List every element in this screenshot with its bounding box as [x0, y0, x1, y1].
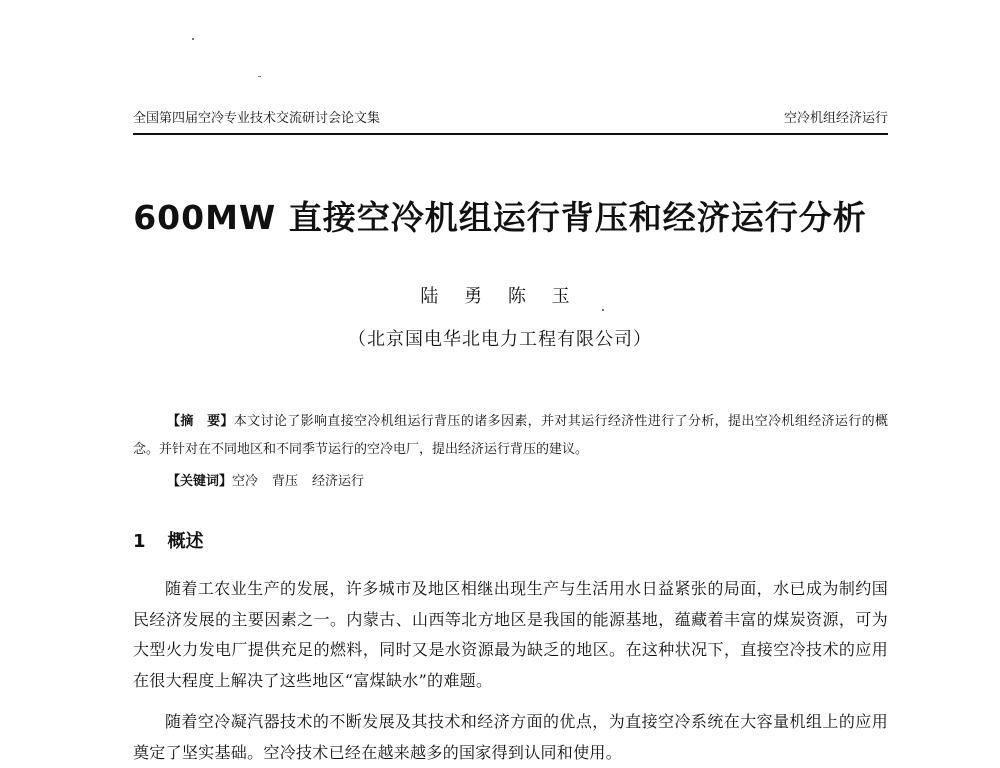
paper-title: 600MW 直接空冷机组运行背压和经济运行分析	[133, 198, 867, 237]
keyword: 空冷	[232, 474, 259, 489]
abstract-label: 【摘 要】	[167, 414, 234, 429]
keywords	[167, 469, 378, 495]
header-proceedings-title: 全国第四届空冷专业技术交流研讨会论文集	[133, 111, 381, 126]
running-header	[133, 111, 888, 135]
affiliation: （北京国电华北电力工程有限公司）	[348, 329, 652, 350]
abstract-text: 本文讨论了影响直接空冷机组运行背压的诸多因素，并对其运行经济性进行了分析，提出空冷机组经济运行的概念。并针对在不同地区和不同季节运行的空冷电厂，提出经济运行背压的建议。	[133, 414, 888, 457]
body-paragraph: 随着空冷凝汽器技术的不断发展及其技术和经济方面的优点，为直接空冷系统在大容量机组上的应用奠定了坚实基础。空冷技术已经在越来越多的国家得到认同和使用。	[133, 712, 888, 762]
scan-speck	[258, 76, 261, 77]
authors: 陆 勇 陈 玉	[420, 286, 580, 307]
scan-speck	[192, 38, 194, 40]
section-number: 1	[133, 531, 146, 552]
keyword: 经济运行	[312, 474, 365, 489]
section-title: 概述	[167, 531, 204, 552]
keywords-label: 【关键词】	[167, 474, 233, 489]
body-paragraph: 随着工农业生产的发展，许多城市及地区相继出现生产与生活用水日益紧张的局面，水已成为制约国民经济发展的主要因素之一。内蒙古、山西等北方地区是我国的能源基地，蕴藏着丰富的煤炭资源，可为大型火力发电厂提供充足的燃料，同时又是水资源最为缺乏的地区。在这种状况下，直接空冷技术的应用在很大程度上解决了这些地区“富煤缺水”的难题。	[133, 579, 888, 690]
keyword: 背压	[272, 474, 299, 489]
abstract	[133, 408, 888, 464]
header-section-title: 空冷机组经济运行	[783, 111, 888, 126]
section-heading	[133, 529, 204, 555]
